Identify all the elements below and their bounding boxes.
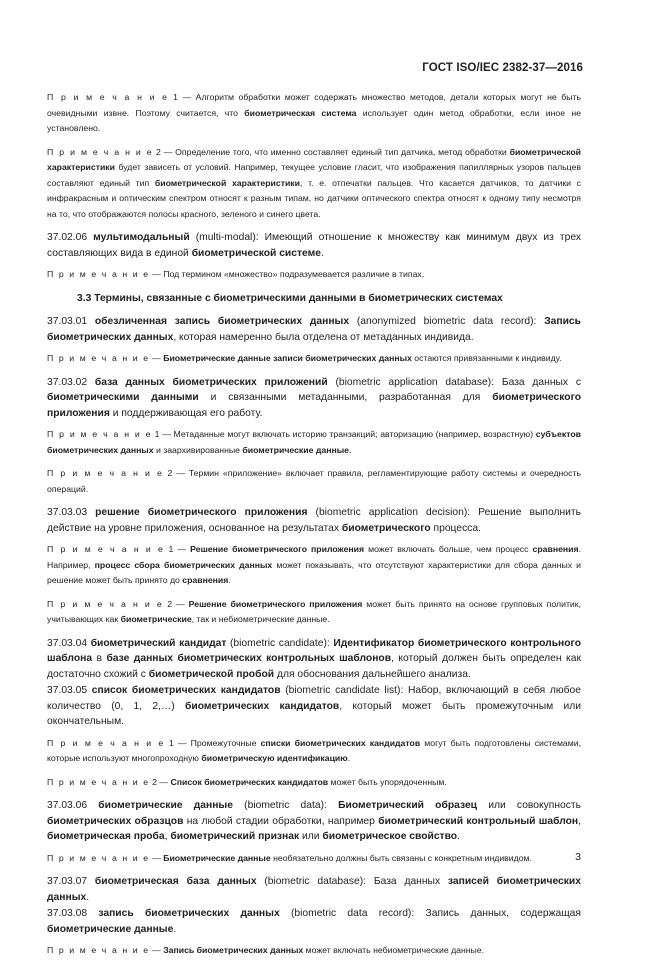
text-run: (multi-modal): Имеющий отношение к множеству как минимум двух из трех составляющих вида в единой [47, 232, 581, 259]
text-run: остаются привязанными к индивиду. [411, 353, 562, 363]
bold-term: Запись биометрических данных [47, 316, 581, 343]
text-run: 1 — [164, 544, 191, 554]
text-run: 37.03.03 [47, 507, 96, 518]
text-run: , который должен быть определен как достаточно схожий с [47, 653, 581, 680]
text-run: , [578, 815, 582, 827]
text-run: может быть упорядоченным. [328, 776, 447, 787]
bold-term: Список биометрических кандидатов [170, 776, 329, 787]
text-run: (biometric data record): Запись данных, содержащая [279, 908, 581, 919]
note-paragraph [47, 851, 581, 867]
bold-term: Биометрические данные записи биометрических данных [163, 353, 412, 363]
bold-term: сравнения [532, 544, 579, 554]
bold-term: решение биометрического приложения [95, 507, 308, 518]
note-paragraph [47, 90, 581, 137]
term-definition [47, 906, 581, 937]
text-run: может быть принято на основе групповых политик, учитывающих как [47, 598, 581, 624]
text-run: 3.3 Термины, связанные с биометрическими данными в биометрических системах [77, 292, 503, 304]
term-definition [47, 230, 581, 261]
bold-term: Запись биометрических данных [163, 945, 304, 955]
text-run: может включать небиометрические данные. [303, 945, 485, 955]
text-run: (anonymized biometric data record): [349, 316, 545, 327]
text-run: , так и небиометрические данные. [191, 614, 330, 624]
page-number: 3 [575, 851, 581, 863]
text-run: (biometric database): База данных [256, 876, 448, 887]
bold-term: биометрической характеристики [154, 177, 300, 188]
note-paragraph [47, 597, 581, 628]
text-run: 1 — Промежуточные [164, 737, 261, 748]
bold-term: биометрической системе [191, 247, 321, 259]
text-run: П р и м е ч а н и е [47, 146, 154, 157]
bold-term: обезличенная запись биометрических данных [94, 316, 350, 327]
text-run: , который может быть промежуточным или окончательным. [47, 700, 581, 727]
note-paragraph [47, 775, 581, 791]
text-run: и поддерживающая его работу. [109, 407, 263, 419]
bold-term: биометрическая проба [47, 831, 165, 842]
note-paragraph [47, 943, 581, 959]
bold-term: Решение биометрического приложения [188, 598, 363, 609]
document-header: ГОСТ ISO/IEC 2382-37—2016 [422, 62, 583, 74]
text-run: 2 — [149, 776, 171, 787]
text-run: 1 — Метаданные могут включать историю транзакций; авторизацию (например, возрастную) [152, 429, 536, 439]
text-run: 37.02.06 [47, 232, 94, 243]
bold-term: биометрическими данными [47, 392, 199, 403]
term-definition [47, 636, 581, 683]
text-run: — Под термином «множество» подразумевается различие в типах. [149, 269, 425, 279]
bold-term: биометрическая система [244, 107, 357, 118]
text-run: , которая намеренно была отделена от метаданных индивида. [173, 331, 474, 343]
text-run: и заархивированные [153, 444, 243, 455]
bold-term: биометрический кандидат [90, 637, 227, 649]
text-run: . [320, 247, 324, 259]
text-run: может показывать, что отсутствуют характеристики для сбора данных и решение может быть принято до [47, 559, 582, 585]
text-run: . [347, 753, 351, 763]
text-run: . Например, [47, 544, 582, 570]
text-run: , [164, 831, 171, 842]
text-run: 2 — [163, 598, 189, 609]
text-run: П р и м е ч а н и е [47, 92, 169, 102]
text-run: П р и м е ч а н и е [47, 468, 164, 478]
text-run: использует один метод обработки, если иное не установлено. [47, 107, 581, 133]
text-run: (biometric data): [232, 800, 339, 811]
bold-term: биометрические данные [47, 923, 174, 935]
text-run: для обоснования дальнейшего анализа. [274, 668, 471, 680]
note-paragraph [47, 542, 581, 589]
bold-term: биометрических образцов [47, 815, 184, 827]
bold-term: мультимодальный [93, 232, 190, 243]
text-run: П р и м е ч а н и е [47, 353, 150, 363]
bold-term: записей биометрических данных [47, 876, 581, 903]
text-run: могут быть подготовлены системами, которые используют многопроходную [47, 737, 581, 763]
bold-term: субъектов биометрических данных [47, 429, 581, 455]
text-run: П р и м е ч а н и е [47, 429, 153, 439]
text-run: (biometric application decision): Решение выполнить действие на уровне приложения, основанное на результатах [47, 507, 581, 534]
bold-term: биометрическая база данных [94, 876, 257, 887]
text-run: П р и м е ч а н и е [47, 544, 165, 554]
bold-term: Биометрические данные [163, 852, 271, 863]
text-run: , т. е. отпечатки пальцев. Что касается датчиков, то датчики с инфракрасным и оптическим спектром относят к разным типам, но датчики оптического спектра относят к одному типу несмотря на то, что отображаются полосы красного, зеленого и синего цвета. [47, 177, 581, 219]
text-run: . [86, 891, 90, 903]
term-definition [47, 375, 581, 422]
text-run: (biometric candidate): [226, 637, 334, 649]
note-paragraph [47, 427, 581, 458]
bold-term: список биометрических кандидатов [91, 685, 281, 696]
note-paragraph [47, 351, 581, 367]
text-run: 2 — Определение того, что именно составляет единый тип датчика, метод обработки [153, 146, 510, 157]
text-run: на любой стадии обработки, например [183, 815, 379, 827]
bold-term: Биометрический образец [338, 800, 478, 811]
text-run: (biometric candidate list): Набор, включающий в себя любое количество (0, 1, 2,…) [47, 685, 581, 712]
text-run: необязательно должны быть связаны с конкретным индивидом. [270, 852, 532, 863]
text-run: П р и м е ч а н и е [47, 269, 150, 279]
text-run: 37.03.02 [47, 376, 95, 388]
bold-term: биометрической пробой [148, 668, 275, 680]
bold-term: сравнения [182, 575, 229, 585]
term-definition [47, 874, 581, 905]
term-definition [47, 314, 581, 345]
text-run: . [457, 831, 460, 842]
note-paragraph [47, 466, 581, 497]
note-paragraph [47, 267, 581, 283]
text-run: П р и м е ч а н и е [47, 945, 150, 955]
text-run: может включать больше, чем процесс [364, 544, 533, 554]
text-run: или [299, 831, 323, 842]
bold-term: Идентификатор биометрического контрольного шаблона [47, 637, 581, 664]
text-run: 37.03.01 [47, 316, 95, 327]
note-paragraph [47, 736, 581, 767]
bold-term: база данных биометрических приложений [94, 376, 328, 388]
bold-term: биометрическое свойство [322, 831, 458, 842]
text-run: в [92, 653, 107, 664]
term-definition [47, 505, 581, 536]
text-run: П р и м е ч а н и е [47, 852, 150, 863]
bold-term: биометрический признак [170, 831, 300, 842]
text-run: 37.03.08 [47, 908, 99, 919]
document-body [47, 90, 581, 967]
bold-term: биометрические данные [98, 800, 233, 811]
text-run: — [149, 353, 164, 363]
text-run: . [348, 444, 352, 455]
bold-term: процесс сбора биометрических данных [94, 559, 273, 570]
text-run: или совокупность [477, 800, 581, 811]
bold-term: биометрической характеристики [47, 146, 581, 172]
text-run: 37.03.07 [47, 876, 95, 887]
term-definition [47, 683, 581, 730]
text-run: . [173, 923, 177, 935]
bold-term: биометрического приложения [47, 392, 582, 419]
bold-term: биометрический контрольный шаблон [378, 815, 579, 827]
text-run: П р и м е ч а н и е [47, 776, 150, 787]
text-run: П р и м е ч а н и е [47, 598, 164, 609]
text-run: П р и м е ч а н и е [47, 737, 165, 748]
bold-term: базе данных биометрических контрольных шаблонов [106, 653, 392, 664]
text-run: 2 — Термин «приложение» включает правила, регламентирующие работу системы и очередность операций. [47, 468, 581, 494]
text-run: 37.03.06 [47, 800, 99, 811]
bold-term: биометрического [341, 522, 431, 534]
term-definition [47, 798, 581, 845]
bold-term: биометрических кандидатов [185, 700, 340, 712]
text-run: — [149, 945, 164, 955]
text-run: будет зависеть от условий. Например, текущее условие гласит, что изображения папиллярных узоров пальцев составляют единый тип [47, 162, 581, 188]
text-run: — [149, 852, 164, 863]
bold-term: биометрические [120, 614, 192, 624]
text-run: . [228, 575, 231, 585]
bold-term: биометрические данные [242, 444, 349, 455]
text-run: и связанными метаданными, разработанная для [198, 392, 493, 403]
text-run: процесса. [430, 522, 481, 534]
bold-term: Решение биометрического приложения [190, 544, 365, 554]
text-run: 1 — Алгоритм обработки может содержать множество методов, детали которых могут не быть очевидными извне. Поэтому считается, что [47, 92, 581, 118]
section-heading [47, 291, 581, 307]
text-run: 37.03.04 [47, 637, 91, 649]
bold-term: списки биометрических кандидатов [260, 737, 421, 748]
note-paragraph [47, 145, 581, 223]
text-run: (biometric application database): База данных с [327, 376, 581, 388]
bold-term: биометрическую идентификацию [201, 753, 348, 763]
text-run: 37.03.05 [47, 685, 92, 696]
bold-term: запись биометрических данных [98, 908, 280, 919]
